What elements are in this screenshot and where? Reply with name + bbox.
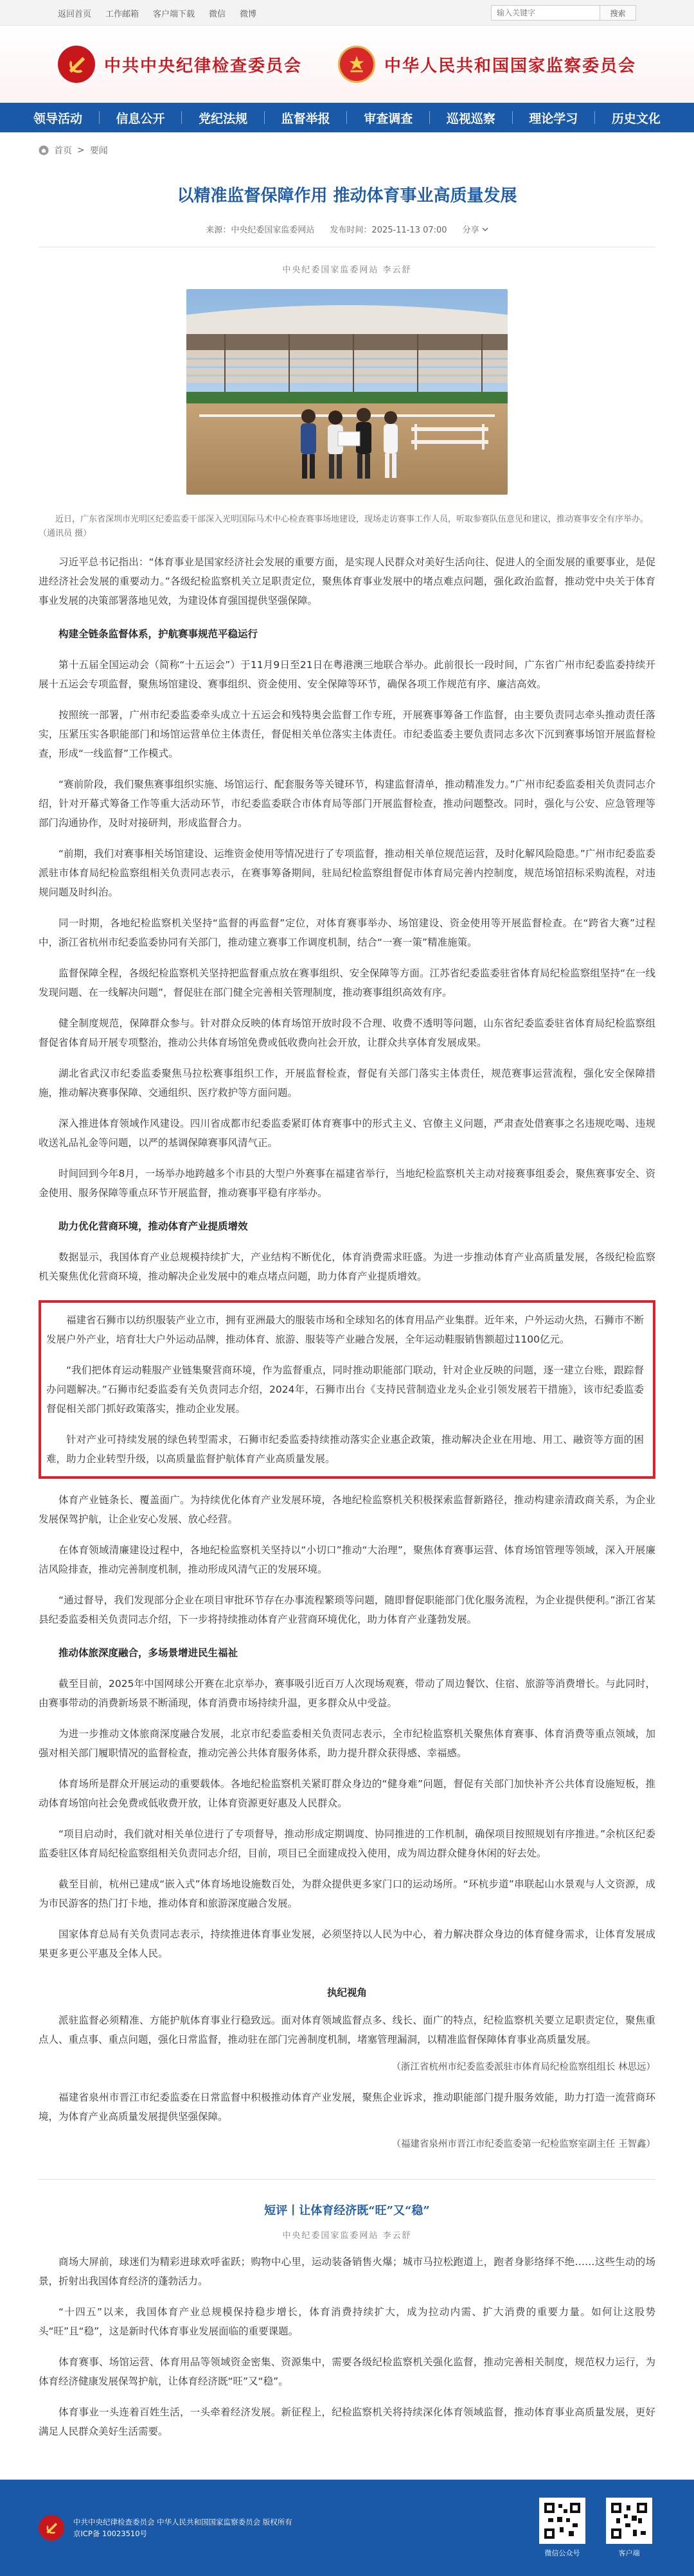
paragraph: 同一时期，各地纪检监察机关坚持“监督的再监督”定位，对体育赛事举办、场馆建设、资金使用等开展监督检查。在“跨省大赛”过程中，浙江省杭州市纪委监委协同有关部门，推动建立赛事工作调度机制，结合“一赛一策”精准施策。 bbox=[39, 917, 655, 948]
nav-separator bbox=[594, 111, 595, 124]
footer-emblem-icon bbox=[39, 2515, 64, 2541]
search-input[interactable] bbox=[491, 5, 600, 21]
nav-separator bbox=[264, 111, 265, 124]
article bbox=[39, 182, 655, 2441]
paragraph: 国家体育总局有关负责同志表示，持续推进体育事业发展，必须坚持以人民为中心，着力解决群众身边的体育健身需求，让体育发展成果更多更公平惠及全体人民。 bbox=[39, 1928, 655, 1959]
paragraph: 第十五届全国运动会（简称“十五运会”）于11月9日至21日在粤港澳三地联合举办。此前很长一段时间，广东省广州市纪委监委持续开展十五运会专项监督，聚焦场馆建设、赛事组织、资金使用、安全保障等环节，确保各项工作规范有序、廉洁高效。 bbox=[39, 659, 655, 690]
paragraph: 数据显示，我国体育产业总规模持续扩大，产业结构不断优化，体育消费需求旺盛。为进一步推动体育产业高质量发展，各级纪检监察机关聚焦优化营商环境，推动解决企业发展中的难点堵点问题，助力体育产业提质增效。 bbox=[39, 1251, 655, 1282]
top-link-mail[interactable]: 工作邮箱 bbox=[105, 9, 139, 19]
article-title: 以精准监督保障作用 推动体育事业高质量发展 bbox=[177, 186, 517, 206]
paragraph: 针对产业可持续发展的绿色转型需求，石狮市纪委监委持续推动落实企业惠企政策，推动解决企业在用地、用工、融资等方面的困难，助力企业转型升级，以高质量监督护航体育产业高质量发展。 bbox=[46, 1434, 644, 1465]
sub-article-title: 短评丨让体育经济既“旺”又“稳” bbox=[264, 2204, 430, 2218]
paragraph: 习近平总书记指出：“体育事业是国家经济社会发展的重要方面，是实现人民群众对美好生活向往、促进人的全面发展的重要事业，是促进经济社会发展的重要动力。”各级纪检监察机关立足职责定位，聚焦体育事业发展中的堵点难点问题，强化政治监督，推动党中央关于体育事业发展的决策部署落地见效，为建设体育强国提供坚强保障。 bbox=[39, 556, 655, 606]
paragraph: 截至目前，杭州已建成“嵌入式”体育场地设施数百处，为群众提供更多家门口的运动场所。“环杭步道”串联起山水景观与人文资源，成为市民游客的热门打卡地，推动体育和旅游深度融合发展。 bbox=[39, 1878, 655, 1909]
qr-wechat bbox=[536, 2498, 589, 2558]
article-byline: 中央纪委国家监委网站 李云舒 bbox=[282, 265, 412, 275]
party-emblem-icon bbox=[58, 46, 95, 83]
qr-wechat-label: 微信公众号 bbox=[544, 2549, 580, 2557]
nav-item-history[interactable]: 历史文化 bbox=[611, 111, 661, 126]
home-icon bbox=[39, 145, 49, 155]
paragraph: 在体育领域清廉建设过程中，各地纪检监察机关坚持以“小切口”推动“大治理”，聚焦体育赛事运营、体育场馆管理等领域，深入开展廉洁风险排查，推动完善制度机制，推动形成风清气正的发展环境。 bbox=[39, 1544, 655, 1575]
paragraph: 按照统一部署，广州市纪委监委牵头成立十五运会和残特奥会监督工作专班，开展赛事筹备工作监督，由主要负责同志牵头推动责任落实，压紧压实各职能部门和场馆运营单位主体责任，督促相关单位落实主体责任。市纪委监委主要负责同志多次下沉到赛事场馆开展监督检查，形成“一线监督”工作模式。 bbox=[39, 709, 655, 759]
nav-item-info[interactable]: 信息公开 bbox=[116, 111, 165, 126]
top-link-home[interactable]: 返回首页 bbox=[58, 9, 92, 19]
nav-separator bbox=[429, 111, 430, 124]
paragraph: 健全制度规范，保障群众参与。针对群众反映的体育场馆开放时段不合理、收费不透明等问题，山东省纪委监委驻省体育局纪检监察组督促省体育局开展专项整治，推动公共体育场馆免费或低收费向社会开放，让群众共享体育发展成果。 bbox=[39, 1018, 655, 1048]
paragraph: “前期，我们对赛事相关场馆建设、运维资金使用等情况进行了专项监督，推动相关单位规范运营，及时化解风险隐患。”广州市纪委监委派驻市体育局纪检监察组相关负责同志表示，在赛事筹备期间，驻局纪检监察组督促市体育局完善内控制度，规范场馆招标采购流程，对违规问题及时纠治。 bbox=[39, 848, 655, 898]
state-emblem-icon bbox=[338, 46, 375, 83]
nav-item-investigation[interactable]: 审查调查 bbox=[364, 111, 413, 126]
paragraph: 时间回到今年8月，一场举办地跨越多个市县的大型户外赛事在福建省举行，当地纪检监察机关主动对接赛事组委会，聚焦赛事安全、资金使用、服务保障等重点环节开展监督，推动赛事平稳有序举办。 bbox=[39, 1168, 655, 1199]
signature: （浙江省杭州市纪委监委派驻市体育局纪检监察组组长 林思远） bbox=[391, 2062, 655, 2072]
article-photo bbox=[186, 289, 508, 495]
article-meta bbox=[39, 223, 655, 247]
paragraph: 为进一步推动文体旅商深度融合发展，北京市纪委监委相关负责同志表示，全市纪检监察机关聚焦体育赛事、体育消费等重点领域，加强对相关部门履职情况的监督检查，推动完善公共体育服务体系，助力提升群众获得感、幸福感。 bbox=[39, 1728, 655, 1759]
sub-article-byline: 中央纪委国家监委网站 李云舒 bbox=[282, 2231, 412, 2241]
footer-icp[interactable]: 京ICP备 10023510号 bbox=[73, 2529, 148, 2538]
stadium-photo-illustration bbox=[186, 289, 508, 495]
highlighted-passage bbox=[39, 1300, 655, 1479]
search-button[interactable]: 搜索 bbox=[600, 5, 636, 21]
breadcrumb-home[interactable]: 首页 bbox=[54, 146, 72, 156]
nav-separator bbox=[512, 111, 513, 124]
nav-separator bbox=[181, 111, 182, 124]
article-body bbox=[39, 552, 655, 2441]
top-link-wechat[interactable]: 微信 bbox=[209, 9, 226, 19]
share-button[interactable] bbox=[463, 223, 488, 235]
nav-item-report[interactable]: 监督举报 bbox=[281, 111, 330, 126]
paragraph: “项目启动时，我们就对相关单位进行了专项督导，推动形成定期调度、协同推进的工作机制，确保项目按照规划有序推进。”余杭区纪委监委驻区体育局纪检监察组相关负责同志介绍，目前，项目已全面建成投入使用，成为周边群众健身休闲的好去处。 bbox=[39, 1828, 655, 1859]
paragraph: 派驻监督必须精准、方能护航体育事业行稳致远。面对体育领域监督点多、线长、面广的特点，纪检监察机关要立足职责定位，聚焦重点人、重点事、重点问题，强化日常监督，推动驻在部门完善制度机制，堵塞管理漏洞，以精准监督保障体育事业高质量发展。 bbox=[39, 2015, 655, 2045]
paragraph: 监督保障全程，各级纪检监察机关坚持把监督重点放在赛事组织、安全保障等方面。江苏省纪委监委驻省体育局纪检监察组坚持“在一线发现问题、在一线解决问题”，督促驻在部门健全完善相关管理制度，推动赛事组织高效有序。 bbox=[39, 967, 655, 998]
top-links bbox=[58, 7, 256, 19]
paragraph: “十四五”以来，我国体育产业总规模保持稳步增长，体育消费持续扩大，成为拉动内需、扩大消费的重要力量。如何让这股势头“旺”且“稳”，这是新时代体育事业发展面临的重要课题。 bbox=[39, 2306, 655, 2337]
qr-code-icon bbox=[539, 2498, 585, 2544]
paragraph: “我们把体育运动鞋服产业链集聚营商环境，作为监督重点，同时推动职能部门联动，针对企业反映的问题，逐一建立台账，跟踪督办问题解决。”石狮市纪委监委有关负责同志介绍，2024年，石狮市出台《支持民营制造业龙头企业引领发展若干措施》，该市纪委监委督促相关部门抓好政策落实，推动企业发展。 bbox=[46, 1364, 644, 1415]
top-link-app[interactable]: 客户端下载 bbox=[153, 9, 195, 19]
nav-separator bbox=[99, 111, 100, 124]
paragraph: 体育产业链条长、覆盖面广。为持续优化体育产业发展环境，各地纪检监察机关积极探索监督新路径，推动构建亲清政商关系，为企业发展保驾护航，让企业安心发展、放心经营。 bbox=[39, 1494, 655, 1525]
qr-code-icon bbox=[606, 2498, 652, 2544]
nav-item-theory[interactable]: 理论学习 bbox=[529, 111, 578, 126]
nav-item-leaders[interactable]: 领导活动 bbox=[33, 111, 83, 126]
breadcrumb-current[interactable]: 要闻 bbox=[89, 146, 108, 156]
article-source: 来源：中央纪委国家监委网站 bbox=[206, 225, 315, 235]
paragraph: “通过督导，我们发现部分企业在项目审批环节存在办事流程繁琐等问题，随即督促职能部门优化服务流程，为企业提供便利。”浙江省某县纪委监委相关负责同志介绍，下一步将持续推动体育产业营商环境优化，助力体育产业蓬勃发展。 bbox=[39, 1594, 655, 1625]
brand-party[interactable] bbox=[58, 46, 302, 83]
nav-separator bbox=[346, 111, 347, 124]
search-box bbox=[491, 5, 636, 21]
signature: （福建省泉州市晋江市纪委监委第一纪检监察室副主任 王智鑫） bbox=[391, 2139, 655, 2149]
paragraph: 福建省泉州市晋江市纪委监委在日常监督中积极推动体育产业发展，聚焦企业诉求，推动职能部门提升服务效能，助力打造一流营商环境，为体育产业高质量发展提供坚强保障。 bbox=[39, 2092, 655, 2122]
nav-item-inspection[interactable]: 巡视巡察 bbox=[446, 111, 495, 126]
paragraph: “赛前阶段，我们聚焦赛事组织实施、场馆运行、配套服务等关键环节，构建监督清单，推动精准发力。”广州市纪委监委相关负责同志介绍，针对开幕式筹备工作等重大活动环节，市纪委监委联合市体育局等部门开展监督检查，推动问题整改。同时，强化与公安、应急管理等部门沟通协作，及时对接研判，形成监督合力。 bbox=[39, 779, 655, 829]
paragraph: 体育场所是群众开展运动的重要载体。各地纪检监察机关紧盯群众身边的“健身难”问题，督促有关部门加快补齐公共体育设施短板，推动体育场馆向社会免费或低收费开放，让体育资源更好惠及人民群众。 bbox=[39, 1778, 655, 1809]
main-nav bbox=[0, 103, 694, 132]
photo-caption: 近日，广东省深圳市光明区纪委监委干部深入光明国际马术中心检查赛事场地建设，现场走访赛事工作人员，听取参赛队伍意见和建议，推动赛事安全有序举办。（通讯员 摄） bbox=[39, 515, 649, 538]
qr-app bbox=[603, 2498, 655, 2558]
paragraph: 截至目前，2025年中国网球公开赛在北京举办，赛事吸引近百万人次现场观赛，带动了周边餐饮、住宿、旅游等消费增长。与此同时，由赛事带动的消费新场景不断涌现，体育消费市场持续升温，更多群众从中受益。 bbox=[39, 1678, 655, 1709]
share-label: 分享 bbox=[462, 225, 479, 235]
commentary-title: 执纪视角 bbox=[326, 1987, 367, 1998]
article-date: 发布时间：2025-11-13 07:00 bbox=[330, 225, 447, 235]
paragraph: 福建省石狮市以纺织服装产业立市，拥有亚洲最大的服装市场和全球知名的体育用品产业集群。近年来，户外运动火热，石狮市不断发展户外产业，培育壮大户外运动品牌，推动体育、旅游、服装等产业融合发展，全年运动鞋服销售额超过1100亿元。 bbox=[46, 1314, 645, 1345]
section-heading: 构建全链条监督体系，护航赛事规范平稳运行 bbox=[58, 628, 258, 640]
party-title: 中共中央纪律检查委员会 bbox=[104, 56, 303, 76]
section-divider bbox=[39, 2179, 655, 2180]
qr-app-label: 客户端 bbox=[618, 2549, 640, 2557]
site-footer bbox=[0, 2480, 694, 2576]
brand-state[interactable] bbox=[338, 46, 636, 83]
site-header bbox=[0, 26, 694, 103]
section-heading: 推动体旅深度融合，多场景增进民生福祉 bbox=[58, 1647, 238, 1659]
nav-item-rules[interactable]: 党纪法规 bbox=[199, 111, 248, 126]
paragraph: 深入推进体育领域作风建设。四川省成都市纪委监委紧盯体育赛事中的形式主义、官僚主义问题，严肃查处借赛事之名违规吃喝、违规收送礼品礼金等问题，以严的基调保障赛事风清气正。 bbox=[39, 1118, 655, 1149]
breadcrumb-separator: > bbox=[77, 145, 85, 155]
paragraph: 体育赛事、场馆运营、体育用品等领域资金密集、资源集中，需要各级纪检监察机关强化监督，推动完善相关制度，规范权力运行，为体育经济健康发展保驾护航，让体育经济既“旺”又“稳”。 bbox=[39, 2356, 655, 2387]
footer-copyright: 中共中央纪律检查委员会 中华人民共和国国家监察委员会 版权所有 bbox=[73, 2518, 292, 2527]
top-bar bbox=[0, 0, 694, 26]
state-title: 中华人民共和国国家监察委员会 bbox=[384, 56, 636, 76]
top-link-weibo[interactable]: 微博 bbox=[240, 9, 257, 19]
paragraph: 体育事业一头连着百姓生活，一头牵着经济发展。新征程上，纪检监察机关将持续深化体育领域监督，推动体育事业高质量发展，更好满足人民群众美好生活需要。 bbox=[39, 2406, 655, 2437]
breadcrumb bbox=[39, 132, 655, 168]
paragraph: 商场大屏前，球迷们为精彩进球欢呼雀跃；购物中心里，运动装备销售火爆；城市马拉松跑道上，跑者身影络绎不绝……这些生动的场景，折射出我国体育经济的蓬勃活力。 bbox=[39, 2256, 655, 2287]
paragraph: 湖北省武汉市纪委监委聚焦马拉松赛事组织工作，开展监督检查，督促有关部门落实主体责任，规范赛事运营流程，强化安全保障措施，推动解决赛事保障、交通组织、医疗救护等方面问题。 bbox=[39, 1068, 655, 1098]
section-heading: 助力优化营商环境，推动体育产业提质增效 bbox=[58, 1221, 248, 1232]
chevron-down-icon bbox=[482, 226, 488, 233]
